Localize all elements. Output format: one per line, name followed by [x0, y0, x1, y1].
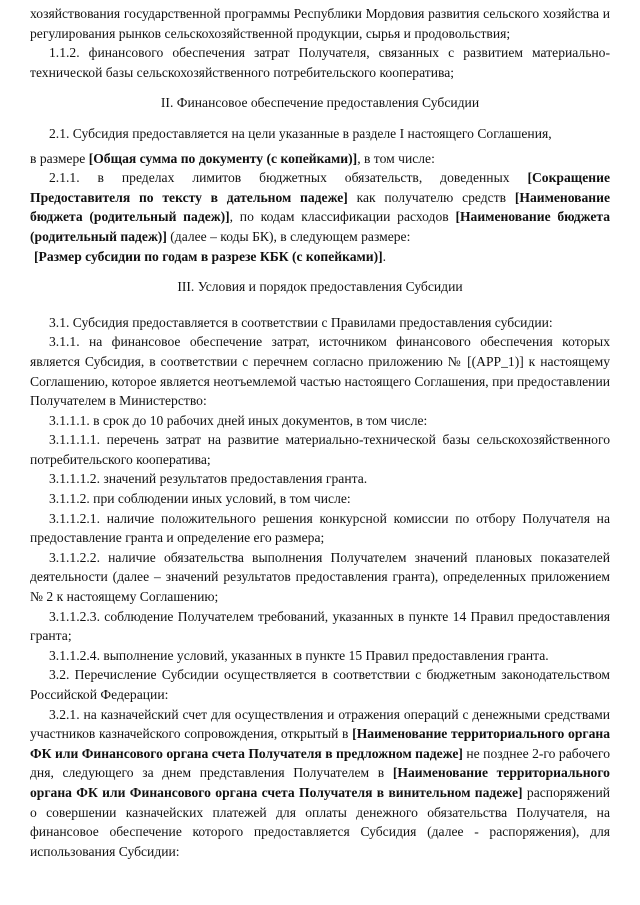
paragraph: 2.1. Субсидия предоставляется на цели указанные в разделе I настоящего Соглашения,	[49, 125, 552, 141]
placeholder-field: [Сокращение Предоставителя по тексту в дательном падеже]	[30, 170, 610, 205]
text-span: в размере	[30, 150, 89, 166]
text-span: 2.1.1. в пределах лимитов бюджетных обязательств, доведенных	[49, 170, 528, 186]
text-span: 3.2.1. на казначейский счет для осуществления и отражения операций с денежными средствами участников казначейского сопровождения, открытый в	[30, 706, 610, 742]
paragraph: 3.1.1.2.4. выполнение условий, указанных в пункте 15 Правил предоставления гранта.	[49, 647, 549, 663]
text-span: распоряжений о совершении казначейских платежей для оплаты денежного обязательства Получателя, на финансовое обеспечение которого предоставляется Субсидия (далее - распоряжения), для использования Субсидии:	[30, 784, 610, 859]
section-heading: III. Условия и порядок предоставления Субсидии	[177, 279, 463, 295]
placeholder-field: [Размер субсидии по годам в разрезе КБК (с копейками)]	[34, 248, 383, 264]
paragraph	[30, 705, 610, 862]
paragraph: 3.1.1.2.3. соблюдение Получателем требований, указанных в пункте 14 Правил предоставления гранта;	[30, 608, 610, 644]
paragraph: 1.1.2. финансового обеспечения затрат Получателя, связанных с развитием материально-технической базы сельскохозяйственного потребительского кооператива;	[30, 45, 610, 80]
document-page	[30, 4, 610, 861]
paragraph: 3.1.1.2.2. наличие обязательства выполнения Получателем значений плановых показателей деятельности (далее – значений результатов предоставления гранта), определенных приложением № 2 к настоящему Соглашению;	[30, 549, 610, 605]
paragraph: 3.1.1.1. в срок до 10 рабочих дней иных документов, в том числе:	[49, 412, 428, 428]
paragraph: 3.1. Субсидия предоставляется в соответствии с Правилами предоставления субсидии:	[49, 314, 553, 330]
placeholder-field: [Общая сумма по документу (с копейками)]	[88, 150, 358, 166]
paragraph: 3.1.1.1.2. значений результатов предоставления гранта.	[49, 471, 368, 487]
paragraph: 3.1.1. на финансовое обеспечение затрат, источником финансового обеспечения которых является Субсидия, в соответствии с перечнем согласно приложению № [(APP_1)] к настоящему Соглашению, которое является неотъемлемой частью настоящего Соглашения, при предоставлении Получателем в Министерство:	[30, 334, 610, 409]
paragraph	[30, 168, 610, 246]
text-span: .	[382, 248, 387, 264]
paragraph: хозяйствования государственной программы Республики Мордовия развития сельского хозяйства и регулирования рынков сельскохозяйственной продукции, сырья и продовольствия;	[30, 6, 610, 41]
placeholder-field: [Наименование территориального органа ФК или Финансового органа счета Получателя в винительном падеже]	[30, 765, 610, 800]
placeholder-field: [Наименование бюджета (родительный падеж)]	[30, 189, 611, 225]
paragraph: 3.1.1.2.1. наличие положительного решения конкурсной комиссии по отбору Получателя на предоставление гранта и определение его размера;	[30, 510, 610, 546]
paragraph	[30, 247, 610, 267]
text-span: (далее – коды БК), в следующем размере:	[166, 228, 411, 244]
paragraph: 3.1.1.2. при соблюдении иных условий, в том числе:	[49, 491, 351, 507]
text-span: как получателю средств	[347, 189, 515, 205]
paragraph: 3.1.1.1.1. перечень затрат на развитие материально-технической базы сельскохозяйственного потребительского кооператива;	[30, 432, 610, 467]
text-span: , в том числе:	[357, 150, 435, 166]
paragraph	[30, 149, 610, 169]
placeholder-field: [Наименование бюджета (родительный падеж)]	[30, 209, 611, 244]
text-span: не позднее 2-го рабочего дня, следующего за днем представления Получателем в	[30, 745, 610, 781]
placeholder-field: [Наименование территориального органа ФК или Финансового органа счета Получателя в предложном падеже]	[30, 726, 611, 761]
text-span: , по кодам классификации расходов	[229, 209, 456, 225]
section-heading: II. Финансовое обеспечение предоставления Субсидии	[160, 95, 480, 111]
paragraph: 3.2. Перечисление Субсидии осуществляется в соответствии с бюджетным законодательством Российской Федерации:	[30, 667, 610, 702]
